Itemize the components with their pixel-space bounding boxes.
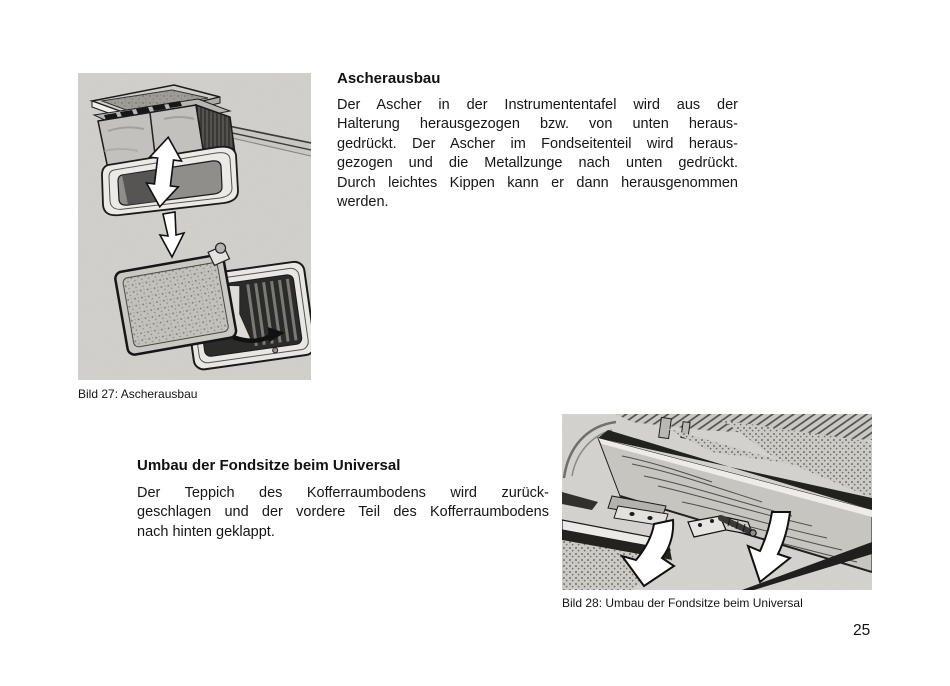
text-line: werden. bbox=[337, 194, 389, 211]
section-body-ascherausbau bbox=[337, 96, 738, 212]
text-line: gezogen und die Metallzunge nach unten gedrückt. bbox=[337, 155, 738, 172]
figure-caption-bild-28: Bild 28: Umbau der Fondsitze beim Universal bbox=[562, 596, 803, 610]
figure-caption-bild-27: Bild 27: Ascherausbau bbox=[78, 387, 198, 401]
page-number: 25 bbox=[853, 622, 871, 639]
text-line: gedrückt. Der Ascher im Fondseitenteil wird heraus- bbox=[337, 135, 738, 152]
trunk-floor-conversion-illustration bbox=[562, 414, 872, 590]
text-line: geschlagen und der vordere Teil des Kofferraumbodens bbox=[137, 504, 549, 521]
ashtray-removal-illustration bbox=[78, 73, 311, 380]
figure-bild-27-ascherausbau bbox=[78, 73, 311, 380]
text-line: Halterung herausgezogen bzw. von unten heraus- bbox=[337, 116, 738, 133]
text-line: Der Teppich des Kofferraumbodens wird zurück- bbox=[137, 485, 549, 501]
text-line: nach hinten geklappt. bbox=[137, 523, 275, 540]
text-line: Durch leichtes Kippen kann er dann herausgenommen bbox=[337, 174, 738, 191]
text-line: Der Ascher in der Instrumententafel wird aus der bbox=[337, 97, 738, 113]
section-body-fondsitze bbox=[137, 484, 549, 542]
figure-bild-28-fondsitze bbox=[562, 414, 872, 590]
section-heading-ascherausbau: Ascherausbau bbox=[337, 70, 441, 87]
section-heading-fondsitze: Umbau der Fondsitze beim Universal bbox=[137, 457, 401, 474]
